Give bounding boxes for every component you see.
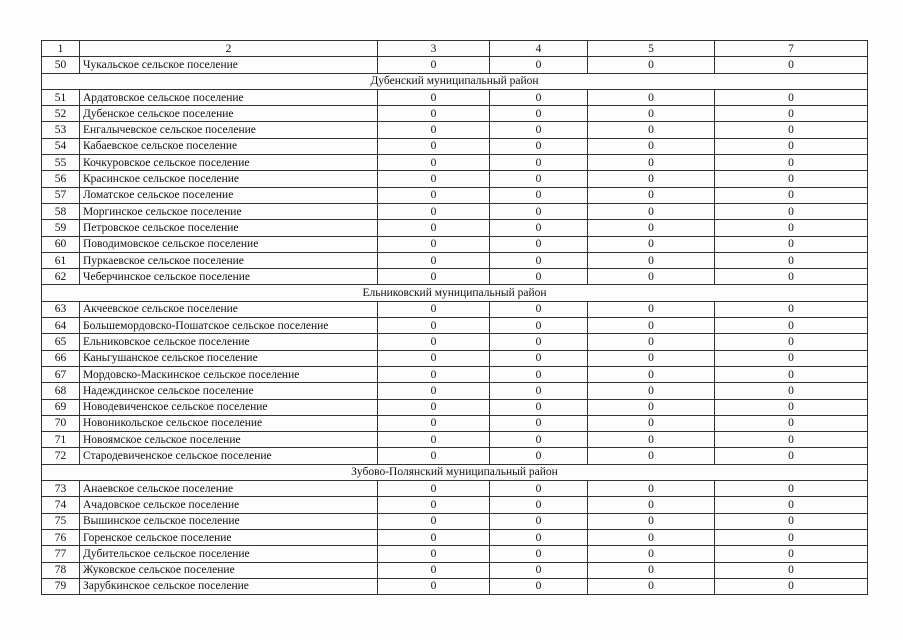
- settlement-name: Каньгушанское сельское поселение: [80, 350, 378, 366]
- value-cell: 0: [715, 481, 868, 497]
- value-cell: 0: [715, 155, 868, 171]
- table-row: [42, 203, 868, 219]
- value-cell: 0: [715, 432, 868, 448]
- table-row: [42, 334, 868, 350]
- table-row: [42, 432, 868, 448]
- district-header-row: [42, 285, 868, 301]
- value-cell: 0: [378, 318, 490, 334]
- table-row: [42, 318, 868, 334]
- value-cell: 0: [715, 415, 868, 431]
- value-cell: 0: [490, 366, 588, 382]
- row-number: 70: [42, 415, 80, 431]
- value-cell: 0: [378, 513, 490, 529]
- settlement-name: Кабаевское сельское поселение: [80, 138, 378, 154]
- table-row: [42, 171, 868, 187]
- value-cell: 0: [378, 350, 490, 366]
- row-number: 64: [42, 318, 80, 334]
- value-cell: 0: [490, 529, 588, 545]
- value-cell: 0: [490, 220, 588, 236]
- settlement-name: Ачадовское сельское поселение: [80, 497, 378, 513]
- value-cell: 0: [490, 448, 588, 464]
- value-cell: 0: [588, 138, 715, 154]
- value-cell: 0: [588, 203, 715, 219]
- row-number: 66: [42, 350, 80, 366]
- value-cell: 0: [378, 497, 490, 513]
- value-cell: 0: [378, 578, 490, 594]
- value-cell: 0: [490, 318, 588, 334]
- value-cell: 0: [378, 155, 490, 171]
- value-cell: 0: [490, 415, 588, 431]
- settlement-name: Жуковское сельское поселение: [80, 562, 378, 578]
- column-number: 1: [42, 41, 80, 57]
- value-cell: 0: [490, 155, 588, 171]
- value-cell: 0: [715, 497, 868, 513]
- value-cell: 0: [378, 562, 490, 578]
- settlement-name: Петровское сельское поселение: [80, 220, 378, 236]
- value-cell: 0: [715, 448, 868, 464]
- row-number: 61: [42, 252, 80, 268]
- value-cell: 0: [588, 318, 715, 334]
- row-number: 71: [42, 432, 80, 448]
- value-cell: 0: [378, 334, 490, 350]
- value-cell: 0: [715, 301, 868, 317]
- value-cell: 0: [490, 399, 588, 415]
- value-cell: 0: [490, 562, 588, 578]
- value-cell: 0: [378, 220, 490, 236]
- column-number: 4: [490, 41, 588, 57]
- table-row: [42, 106, 868, 122]
- settlement-name: Моргинское сельское поселение: [80, 203, 378, 219]
- value-cell: 0: [715, 138, 868, 154]
- value-cell: 0: [490, 171, 588, 187]
- table-row: [42, 57, 868, 73]
- value-cell: 0: [490, 432, 588, 448]
- table-row: [42, 350, 868, 366]
- district-header-row: [42, 73, 868, 89]
- value-cell: 0: [588, 57, 715, 73]
- value-cell: 0: [588, 432, 715, 448]
- district-title: Дубенский муниципальный район: [42, 73, 868, 89]
- settlement-name: Зарубкинское сельское поселение: [80, 578, 378, 594]
- settlement-name: Кочкуровское сельское поселение: [80, 155, 378, 171]
- row-number: 79: [42, 578, 80, 594]
- settlement-name: Ардатовское сельское поселение: [80, 89, 378, 105]
- table-body: [42, 41, 868, 595]
- value-cell: 0: [715, 334, 868, 350]
- row-number: 73: [42, 481, 80, 497]
- district-title: Зубово-Полянский муниципальный район: [42, 464, 868, 480]
- row-number: 57: [42, 187, 80, 203]
- row-number: 60: [42, 236, 80, 252]
- value-cell: 0: [588, 350, 715, 366]
- value-cell: 0: [715, 106, 868, 122]
- value-cell: 0: [378, 415, 490, 431]
- row-number: 78: [42, 562, 80, 578]
- column-number: 5: [588, 41, 715, 57]
- value-cell: 0: [715, 366, 868, 382]
- value-cell: 0: [490, 497, 588, 513]
- value-cell: 0: [490, 383, 588, 399]
- table-row: [42, 236, 868, 252]
- value-cell: 0: [378, 366, 490, 382]
- settlement-name: Анаевское сельское поселение: [80, 481, 378, 497]
- settlement-name: Надеждинское сельское поселение: [80, 383, 378, 399]
- value-cell: 0: [490, 546, 588, 562]
- value-cell: 0: [715, 236, 868, 252]
- row-number: 67: [42, 366, 80, 382]
- settlement-name: Дубительское сельское поселение: [80, 546, 378, 562]
- value-cell: 0: [588, 301, 715, 317]
- row-number: 51: [42, 89, 80, 105]
- settlement-name: Новодевиченское сельское поселение: [80, 399, 378, 415]
- settlement-name: Горенское сельское поселение: [80, 529, 378, 545]
- value-cell: 0: [715, 269, 868, 285]
- settlement-name: Чеберчинское сельское поселение: [80, 269, 378, 285]
- value-cell: 0: [490, 481, 588, 497]
- value-cell: 0: [715, 529, 868, 545]
- value-cell: 0: [490, 187, 588, 203]
- value-cell: 0: [588, 334, 715, 350]
- table-row: [42, 497, 868, 513]
- value-cell: 0: [490, 89, 588, 105]
- table-row: [42, 383, 868, 399]
- value-cell: 0: [490, 138, 588, 154]
- row-number: 55: [42, 155, 80, 171]
- table-row: [42, 187, 868, 203]
- column-number: 2: [80, 41, 378, 57]
- value-cell: 0: [378, 89, 490, 105]
- table-row: [42, 513, 868, 529]
- row-number: 77: [42, 546, 80, 562]
- value-cell: 0: [378, 432, 490, 448]
- value-cell: 0: [490, 334, 588, 350]
- row-number: 59: [42, 220, 80, 236]
- settlement-name: Чукальское сельское поселение: [80, 57, 378, 73]
- column-number: 3: [378, 41, 490, 57]
- value-cell: 0: [715, 318, 868, 334]
- value-cell: 0: [490, 269, 588, 285]
- column-number-row: [42, 41, 868, 57]
- value-cell: 0: [588, 106, 715, 122]
- value-cell: 0: [378, 529, 490, 545]
- value-cell: 0: [378, 57, 490, 73]
- table-row: [42, 252, 868, 268]
- value-cell: 0: [490, 513, 588, 529]
- row-number: 74: [42, 497, 80, 513]
- value-cell: 0: [490, 57, 588, 73]
- table-row: [42, 155, 868, 171]
- value-cell: 0: [588, 415, 715, 431]
- value-cell: 0: [588, 497, 715, 513]
- settlement-name: Енгалычевское сельское поселение: [80, 122, 378, 138]
- value-cell: 0: [588, 481, 715, 497]
- table-row: [42, 415, 868, 431]
- value-cell: 0: [715, 89, 868, 105]
- value-cell: 0: [588, 252, 715, 268]
- value-cell: 0: [378, 481, 490, 497]
- value-cell: 0: [490, 122, 588, 138]
- table-row: [42, 301, 868, 317]
- value-cell: 0: [588, 448, 715, 464]
- value-cell: 0: [715, 203, 868, 219]
- value-cell: 0: [378, 448, 490, 464]
- settlement-name: Акчеевское сельское поселение: [80, 301, 378, 317]
- row-number: 72: [42, 448, 80, 464]
- table-row: [42, 122, 868, 138]
- value-cell: 0: [490, 236, 588, 252]
- value-cell: 0: [715, 350, 868, 366]
- value-cell: 0: [378, 399, 490, 415]
- value-cell: 0: [490, 578, 588, 594]
- value-cell: 0: [588, 529, 715, 545]
- row-number: 53: [42, 122, 80, 138]
- row-number: 69: [42, 399, 80, 415]
- row-number: 50: [42, 57, 80, 73]
- settlement-name: Ельниковское сельское поселение: [80, 334, 378, 350]
- row-number: 65: [42, 334, 80, 350]
- value-cell: 0: [588, 155, 715, 171]
- row-number: 76: [42, 529, 80, 545]
- value-cell: 0: [490, 350, 588, 366]
- value-cell: 0: [378, 106, 490, 122]
- value-cell: 0: [715, 399, 868, 415]
- value-cell: 0: [378, 236, 490, 252]
- value-cell: 0: [588, 513, 715, 529]
- value-cell: 0: [715, 57, 868, 73]
- value-cell: 0: [588, 578, 715, 594]
- table-row: [42, 529, 868, 545]
- value-cell: 0: [588, 122, 715, 138]
- table-row: [42, 546, 868, 562]
- value-cell: 0: [715, 122, 868, 138]
- settlement-name: Большемордовско-Пошатское сельское поселение: [80, 318, 378, 334]
- value-cell: 0: [715, 578, 868, 594]
- value-cell: 0: [715, 187, 868, 203]
- row-number: 68: [42, 383, 80, 399]
- row-number: 63: [42, 301, 80, 317]
- row-number: 58: [42, 203, 80, 219]
- value-cell: 0: [715, 220, 868, 236]
- value-cell: 0: [378, 546, 490, 562]
- settlement-name: Новоникольское сельское поселение: [80, 415, 378, 431]
- value-cell: 0: [715, 513, 868, 529]
- value-cell: 0: [490, 203, 588, 219]
- value-cell: 0: [588, 399, 715, 415]
- value-cell: 0: [378, 122, 490, 138]
- district-header-row: [42, 464, 868, 480]
- value-cell: 0: [715, 252, 868, 268]
- value-cell: 0: [588, 220, 715, 236]
- value-cell: 0: [588, 171, 715, 187]
- value-cell: 0: [715, 546, 868, 562]
- settlement-name: Новоямское сельское поселение: [80, 432, 378, 448]
- row-number: 62: [42, 269, 80, 285]
- settlement-name: Мордовско-Маскинское сельское поселение: [80, 366, 378, 382]
- value-cell: 0: [490, 106, 588, 122]
- value-cell: 0: [378, 203, 490, 219]
- table-row: [42, 366, 868, 382]
- value-cell: 0: [378, 171, 490, 187]
- value-cell: 0: [378, 252, 490, 268]
- row-number: 56: [42, 171, 80, 187]
- table-row: [42, 89, 868, 105]
- value-cell: 0: [378, 269, 490, 285]
- table-row: [42, 220, 868, 236]
- value-cell: 0: [378, 383, 490, 399]
- settlement-name: Стародевиченское сельское поселение: [80, 448, 378, 464]
- settlement-name: Дубенское сельское поселение: [80, 106, 378, 122]
- value-cell: 0: [715, 171, 868, 187]
- settlement-name: Вышинское сельское поселение: [80, 513, 378, 529]
- table-row: [42, 399, 868, 415]
- value-cell: 0: [378, 138, 490, 154]
- settlement-name: Пуркаевское сельское поселение: [80, 252, 378, 268]
- table-row: [42, 578, 868, 594]
- settlements-table: [41, 40, 868, 595]
- column-number: 7: [715, 41, 868, 57]
- value-cell: 0: [378, 301, 490, 317]
- row-number: 75: [42, 513, 80, 529]
- value-cell: 0: [588, 366, 715, 382]
- value-cell: 0: [588, 562, 715, 578]
- value-cell: 0: [715, 562, 868, 578]
- table-row: [42, 138, 868, 154]
- value-cell: 0: [588, 383, 715, 399]
- settlement-name: Ломатское сельское поселение: [80, 187, 378, 203]
- table-row: [42, 269, 868, 285]
- settlement-name: Красинское сельское поселение: [80, 171, 378, 187]
- value-cell: 0: [715, 383, 868, 399]
- value-cell: 0: [588, 546, 715, 562]
- value-cell: 0: [490, 252, 588, 268]
- table-row: [42, 562, 868, 578]
- table-row: [42, 481, 868, 497]
- value-cell: 0: [378, 187, 490, 203]
- row-number: 52: [42, 106, 80, 122]
- value-cell: 0: [490, 301, 588, 317]
- value-cell: 0: [588, 269, 715, 285]
- district-title: Ельниковский муниципальный район: [42, 285, 868, 301]
- settlement-name: Поводимовское сельское поселение: [80, 236, 378, 252]
- value-cell: 0: [588, 187, 715, 203]
- value-cell: 0: [588, 236, 715, 252]
- value-cell: 0: [588, 89, 715, 105]
- row-number: 54: [42, 138, 80, 154]
- table-row: [42, 448, 868, 464]
